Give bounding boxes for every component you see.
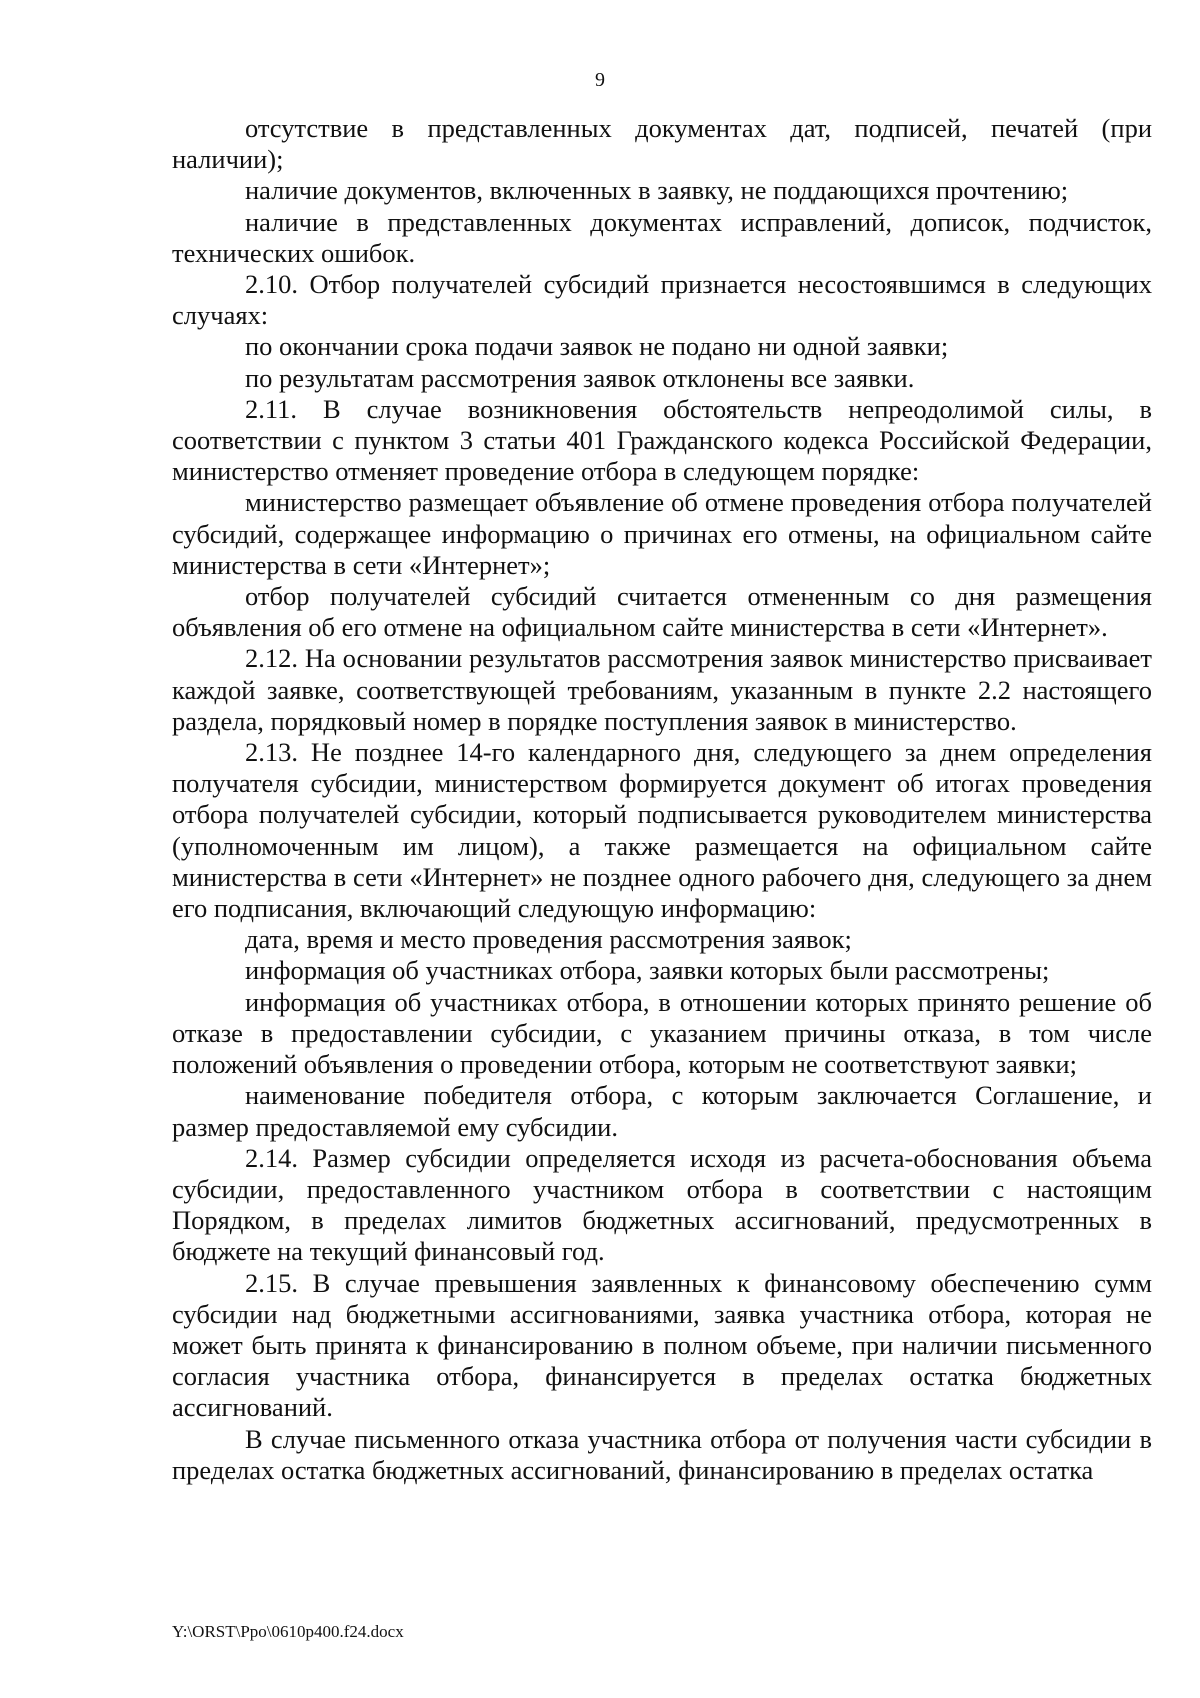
section-2-10: 2.10. Отбор получателей субсидий признается несостоявшимся в следующих случаях: [172, 269, 1152, 331]
paragraph: В случае письменного отказа участника отбора от получения части субсидии в пределах остатка бюджетных ассигнований, финансированию в пределах остатка [172, 1423, 1152, 1485]
section-2-13: 2.13. Не позднее 14-го календарного дня, следующего за днем определения получателя субсидии, министерством формируется документ об итогах проведения отбора получателей субсидии, который подписывается руководителем министерства (уполномоченным им лицом), а также размещается на официальном сайте министерства в сети «Интернет» не позднее одного рабочего дня, следующего за днем его подписания, включающий следующую информацию: [172, 737, 1152, 924]
paragraph: отбор получателей субсидий считается отмененным со дня размещения объявления об его отмене на официальном сайте министерства в сети «Интернет». [172, 581, 1152, 643]
paragraph: дата, время и место проведения рассмотрения заявок; [245, 924, 852, 955]
paragraph: министерство размещает объявление об отмене проведения отбора получателей субсидий, содержащее информацию о причинах его отмены, на официальном сайте министерства в сети «Интернет»; [172, 487, 1152, 580]
section-2-14: 2.14. Размер субсидии определяется исходя из расчета-обоснования объема субсидии, предоставленного участником отбора в соответствии с настоящим Порядком, в пределах лимитов бюджетных ассигнований, предусмотренных в бюджете на текущий финансовый год. [172, 1142, 1152, 1267]
paragraph: информация об участниках отбора, заявки которых были рассмотрены; [245, 955, 1050, 986]
paragraph: по результатам рассмотрения заявок отклонены все заявки. [245, 362, 915, 393]
paragraph: отсутствие в представленных документах дат, подписей, печатей (при наличии); [172, 113, 1152, 175]
paragraph: наличие документов, включенных в заявку, не поддающихся прочтению; [245, 175, 1069, 206]
footer-file-path: Y:\ORST\Ppo\0610p400.f24.docx [172, 1622, 404, 1641]
paragraph: информация об участниках отбора, в отношении которых принято решение об отказе в предоставлении субсидии, с указанием причины отказа, в том числе положений объявления о проведении отбора, которым не соответствуют заявки; [172, 986, 1152, 1080]
section-2-11: 2.11. В случае возникновения обстоятельств непреодолимой силы, в соответствии с пунктом 3 статьи 401 Гражданского кодекса Российской Федерации, министерство отменяет проведение отбора в следующем порядке: [172, 393, 1152, 487]
paragraph: наименование победителя отбора, с которым заключается Соглашение, и размер предоставляемой ему субсидии. [172, 1080, 1152, 1142]
section-2-15: 2.15. В случае превышения заявленных к финансовому обеспечению сумм субсидии над бюджетными ассигнованиями, заявка участника отбора, которая не может быть принята к финансированию в полном объеме, при наличии письменного согласия участника отбора, финансируется в пределах остатка бюджетных ассигнований. [172, 1267, 1152, 1423]
page-number: 9 [595, 69, 605, 91]
section-2-12: 2.12. На основании результатов рассмотрения заявок министерство присваивает каждой заявке, соответствующей требованиям, указанным в пункте 2.2 настоящего раздела, порядковый номер в порядке поступления заявок в министерство. [172, 643, 1152, 736]
paragraph: по окончании срока подачи заявок не подано ни одной заявки; [245, 331, 949, 362]
document-body [172, 113, 1152, 1486]
paragraph: наличие в представленных документах исправлений, дописок, подчисток, технических ошибок. [172, 206, 1152, 268]
